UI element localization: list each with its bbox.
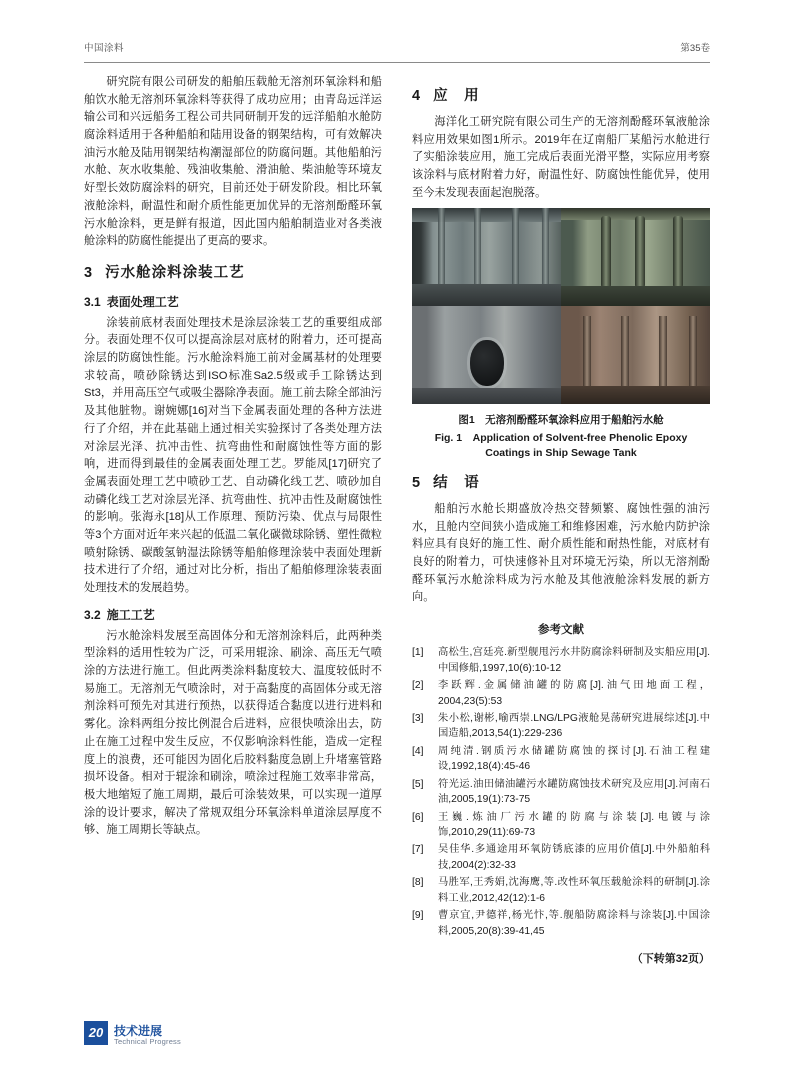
paragraph-31-1: 涂装前底材表面处理技术是涂层涂装工艺的重要组成部分。表面处理不仅可以提高涂层对底材的附着力，还可提高涂层的防腐蚀性能。污水舱涂料施工前对金属基材的处理要求较高，喷砂除锈达到ISO标准Sa2.5级或手工除锈达到St3，并用高压空气或吸尘器除净表面。施工前去除全部油污及其他脏物。谢婉娜[16]对当下金属表面处理的各种方法进行了介绍，并在此基础上通过相关实验探讨了各类处理方法对涂层光泽、抗冲击性、抗弯曲性和耐腐蚀性等方面的影响，进而得到最佳的金属表面处理工艺。罗能凤[17]研究了金属表面处理工艺中喷砂工艺、自动磷化线工艺、喷砂加自动磷化线工艺对涂层光泽、抗弯曲性、抗冲击性及耐腐蚀性的影响。张海永[18]从工作原理、预防污染、优点与局限性等3个方面对近年来兴起的低温二氧化碳微球除锈、塑性微粒喷射除锈、碳酸氢钠湿法除锈等船舶修理涂装中表面处理新技术进行了介绍，通过对比分析，指出了船舶修理涂装表面处理技术的发展趋势。 (84, 316, 382, 595)
list-item (412, 777, 710, 808)
section-heading-5 (412, 472, 710, 495)
reference-text: 高松生,宫廷亮.新型舰甩污水井防腐涂料研制及实船应用[J].中国修船,1997,10(6):10-12 (438, 647, 710, 674)
section-heading-4 (412, 85, 710, 108)
reference-number: [7] (412, 844, 424, 856)
reference-number: [4] (412, 745, 424, 757)
left-column (84, 74, 382, 841)
section-title-4: 应 用 (433, 88, 480, 104)
tank-interior-photo-1 (412, 208, 561, 306)
reference-text: 马胜军,王秀娟,沈海鹰,等.改性环氧压载舱涂料的研制[J].涂料工业,2012,42(12):1-6 (438, 877, 710, 904)
running-head (84, 40, 710, 62)
figure-caption-cn: 图1 无溶剂酚醛环氧涂料应用于船舶污水舱 (458, 414, 664, 427)
list-item (412, 908, 710, 939)
paragraph-32-1: 污水舱涂料发展至高固体分和无溶剂涂料后，此两种类型涂料的适用性较为广泛，可采用辊涂、刷涂、高压无气喷涂的方法进行施工。但此两类涂料黏度较大、温度较低时不易施工。无溶剂无气喷涂时，对于高黏度的高固体分或无溶剂涂料可预先对其进行预热，以获得适合黏度以进行进料和雾化。涂料两组分按比例混合后进料，应很快喷涂出去，防止在施工过程中发生反应，不仅影响涂料性能，造成一定程度上的浪费，还可能因为固化后胶料黏度急剧上升堵塞管路损坏设备。相对于辊涂和刷涂，喷涂过程施工效率非常高，极大地缩短了施工周期，最后可涂装效果，可以实现一道厚涂的设计要求，解决了常规双组分环氧涂料单道涂层厚度不够、施工周期长等缺点。 (84, 629, 382, 837)
reference-number: [8] (412, 877, 424, 889)
reference-number: [6] (412, 811, 424, 823)
section-heading-3 (84, 262, 382, 285)
page-footer (84, 1021, 710, 1055)
list-item (412, 842, 710, 873)
subsection-number-31: 3.1 (84, 294, 101, 309)
section-title-3: 污水舱涂料涂装工艺 (105, 264, 245, 281)
figure-1 (412, 208, 710, 461)
continued-on-page-note: （下转第32页） (631, 953, 710, 966)
figure-caption-en: Fig. 1 Application of Solvent-free Phenolic Epoxy Coatings in Ship Sewage Tank (434, 431, 688, 459)
subsection-heading-31 (84, 293, 382, 312)
reference-number: [1] (412, 647, 424, 659)
reference-text: 曹京宜,尹德祥,杨光忭,等.舰船防腐涂料与涂装[J].中国涂料,2005,20(8):39-41,45 (438, 910, 710, 937)
journal-name: 中国涂料 (84, 43, 125, 54)
list-item (412, 744, 710, 775)
header-divider (84, 62, 710, 63)
body-columns (84, 74, 710, 968)
list-item (412, 875, 710, 906)
reference-number: [3] (412, 712, 424, 724)
reference-text: 李跃辉.金属储油罐的防腐[J].油气田地面工程，2004,23(5):53 (438, 680, 710, 707)
list-item (412, 711, 710, 742)
reference-text: 符光运.油田储油罐污水罐防腐蚀技术研究及应用[J].河南石油,2005,19(1):73-75 (438, 778, 710, 806)
section-title-5: 结 语 (433, 475, 480, 491)
tank-interior-photo-4 (561, 306, 710, 404)
paragraph-continued: 研究院有限公司研发的船舶压载舱无溶剂环氧涂料和船舶饮水舱无溶剂环氧涂料等获得了成功应用；由青岛远洋运输公司和兴远船务工程公司共同研制开发的远洋船舶水舱防腐涂料适用于各种船舶和陆用设备的钢架结构，可有效解决油污水舱及陆用钢架结构潮湿部位的防腐问题。其他船舶污水舱、灰水收集舱、残油收集舱、滑油舱、柴油舱等环境友好型长效防腐涂料的研究，目前还处于研发阶段。相比环氧液舱涂料，耐温性和耐介质性能更加优异的无溶剂酚醛环氧污水舱涂料，更是鲜有报道，因此国内船舶制造业对各类液舱涂料的防腐性能提出了更高的要求。 (84, 76, 382, 248)
footer-label-en: Technical Progress (114, 1037, 181, 1046)
reference-number: [2] (412, 680, 424, 692)
subsection-title-32: 施工工艺 (106, 607, 155, 622)
reference-text: 吴佳华.多通途用环氧防锈底漆的应用价值[J].中外船舶科技,2004(2):32-33 (438, 844, 710, 871)
figure-caption (412, 413, 710, 461)
section-number-5: 5 (412, 475, 422, 491)
subsection-heading-32 (84, 606, 382, 625)
references-heading: 参考文献 (538, 624, 584, 637)
footer-label-cn: 技术进展 (114, 1024, 163, 1038)
right-column (412, 74, 710, 968)
figure-photo-grid (412, 208, 710, 404)
list-item (412, 678, 710, 709)
volume-label: 第35卷 (680, 43, 710, 54)
page-number: 20 (84, 1021, 108, 1045)
tank-interior-photo-2 (561, 208, 710, 306)
subsection-number-32: 3.2 (84, 607, 101, 622)
reference-number: [5] (412, 778, 424, 790)
paragraph-4-1: 海洋化工研究院有限公司生产的无溶剂酚醛环氧液舱涂料应用效果如图1所示。2019年在辽南船厂某船污水舱进行了实船涂装应用，施工完成后表面光滑平整，实际应用考察该涂料与底材附着力好，耐温性好、防腐蚀性能优异，使用至今未发现表面起泡脱落。 (412, 115, 710, 199)
list-item (412, 645, 710, 676)
section-number-4: 4 (412, 88, 422, 104)
reference-text: 周纯清.钢质污水储罐防腐蚀的探讨[J].石油工程建设,1992,18(4):45-46 (438, 745, 710, 773)
tank-bulkhead-photo-3 (412, 306, 561, 404)
reference-text: 朱小松,谢彬,喻西崇.LNG/LPG液舱晃荡研究进展综述[J].中国造船,2013,54(1):229-236 (438, 712, 710, 740)
subsection-title-31: 表面处理工艺 (106, 294, 179, 309)
section-number-3: 3 (84, 264, 94, 281)
paragraph-5-1: 船舶污水舱长期盛放冷热交替频繁、腐蚀性强的油污水，且舱内空间狭小造成施工和维修困难，污水舱内防护涂料应具有良好的施工性、耐介质性能和耐热性能，对底材有良好的附着力，可快速修补且对环境无污染，所以无溶剂酚醛环氧污水舱涂料成为污水舱及其他液舱涂料发展的新方向。 (412, 502, 710, 604)
reference-number: [9] (412, 910, 424, 922)
reference-text: 王巍.炼油厂污水罐的防腐与涂装[J].电镀与涂饰,2010,29(11):69-73 (438, 811, 710, 838)
list-item (412, 810, 710, 841)
